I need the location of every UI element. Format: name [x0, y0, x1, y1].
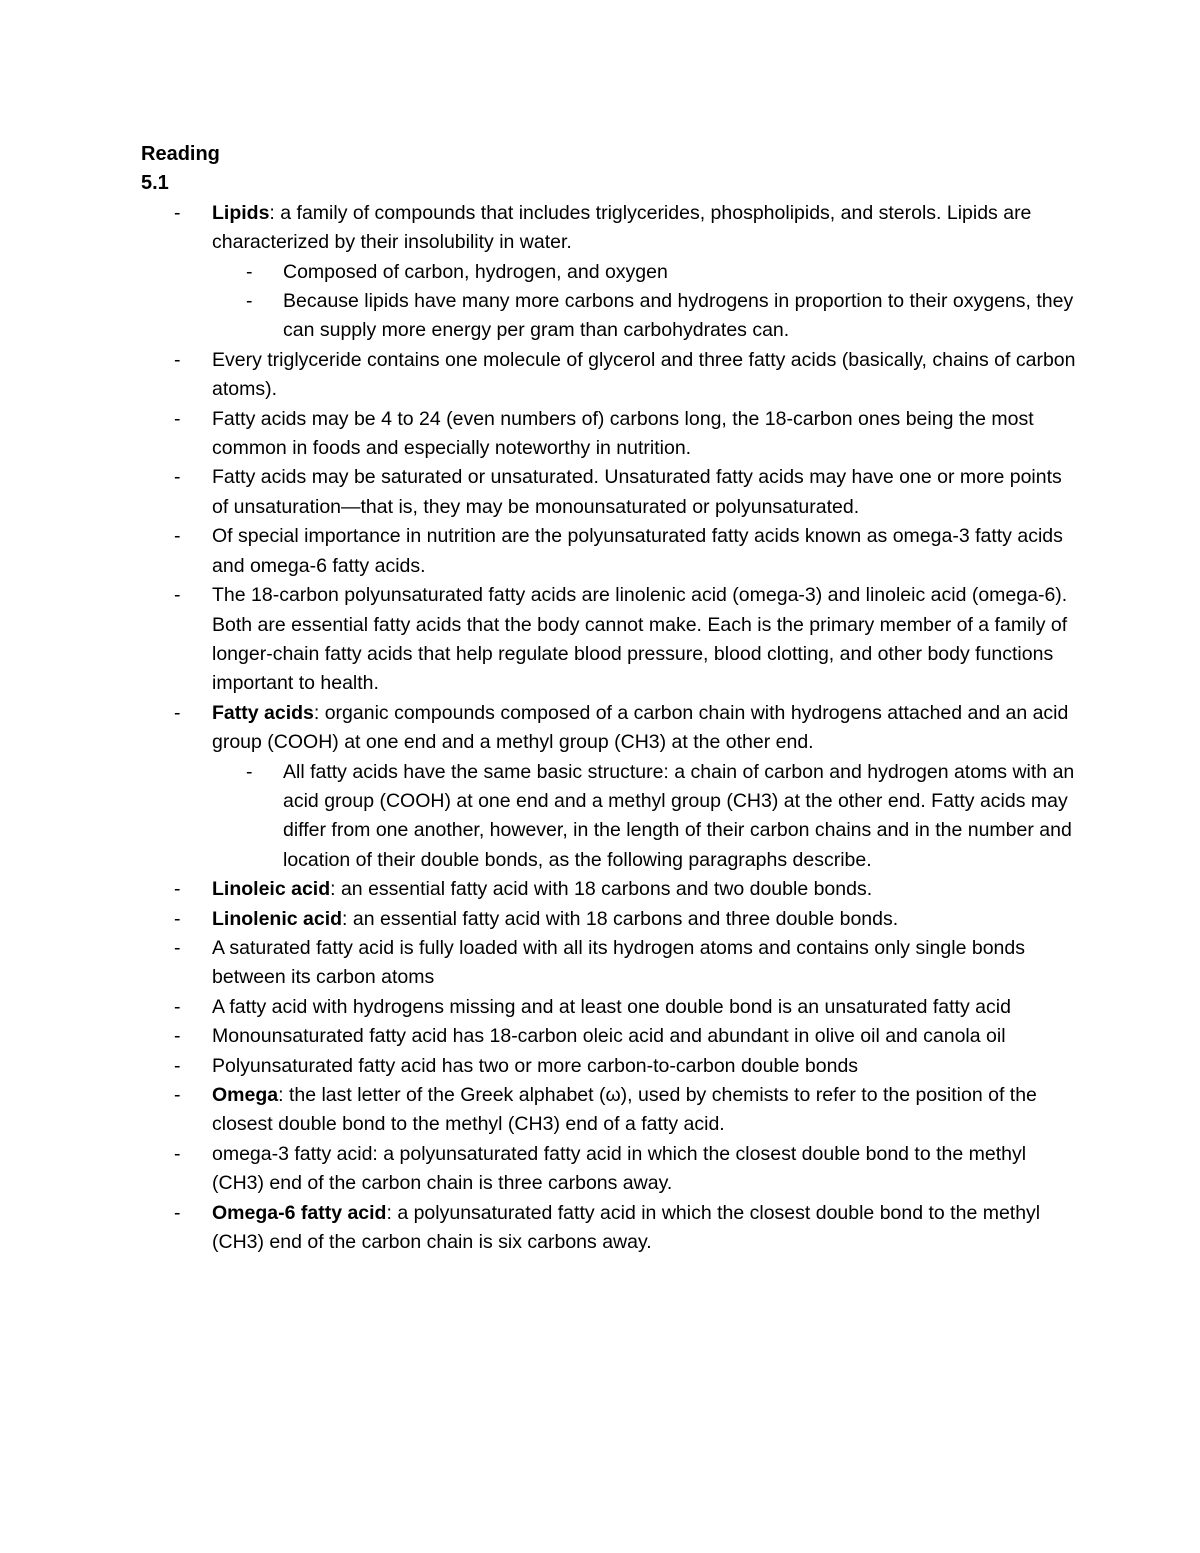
- item-text: omega-3 fatty acid: a polyunsaturated fatty acid in which the closest double bond to the methyl (CH3) end of the carbon chain is three carbons away.: [212, 1142, 1027, 1195]
- item-text: Fatty acids may be saturated or unsaturated. Unsaturated fatty acids may have one or more points of unsaturation—that is, they may be monounsaturated or polyunsaturated.: [212, 466, 1062, 518]
- dash-bullet-icon: -: [174, 1025, 181, 1048]
- item-text: : a polyunsaturated fatty acid in which the closest double bond to the methyl (CH3) end of the carbon chain is six carbons away.: [212, 1201, 1041, 1254]
- item-text: Because lipids have many more carbons and hydrogens in proportion to their oxygens, they can supply more energy per gram than carbohydrates can.: [283, 290, 1074, 342]
- notes-list: [141, 199, 1081, 1258]
- item-text: Of special importance in nutrition are the polyunsaturated fatty acids known as omega-3 fatty acids and omega-6 fatty acids.: [212, 525, 1063, 577]
- item-text: Composed of carbon, hydrogen, and oxygen: [283, 260, 668, 283]
- item-text: : organic compounds composed of a carbon chain with hydrogens attached and an acid group (COOH) at one end and a methyl group (CH3) at the other end.: [212, 701, 1069, 754]
- dash-bullet-icon: -: [174, 878, 181, 901]
- list-item: [141, 1081, 1081, 1140]
- item-text: Every triglyceride contains one molecule of glycerol and three fatty acids (basically, chains of carbon atoms).: [212, 348, 1076, 401]
- sub-list-item: [141, 287, 1081, 346]
- section-number: 5.1: [141, 172, 169, 195]
- item-text: A saturated fatty acid is fully loaded with all its hydrogen atoms and contains only single bonds between its carbon atoms: [212, 936, 1025, 989]
- list-item: [141, 993, 1081, 1022]
- term-label: Linolenic acid: [212, 907, 343, 930]
- dash-bullet-icon: -: [174, 348, 181, 371]
- list-item: [141, 875, 1081, 904]
- dash-bullet-icon: -: [174, 201, 181, 224]
- item-text: Polyunsaturated fatty acid has two or more carbon-to-carbon double bonds: [212, 1054, 859, 1077]
- item-text: : a family of compounds that includes triglycerides, phospholipids, and sterols. Lipids are characterized by their insolubility in water.: [212, 201, 1032, 254]
- item-text: : an essential fatty acid with 18 carbons and two double bonds.: [330, 878, 873, 901]
- list-item: [141, 346, 1081, 405]
- dash-bullet-icon: -: [174, 1084, 181, 1106]
- document-page: [141, 140, 1081, 1257]
- dash-bullet-icon: -: [174, 907, 181, 930]
- dash-bullet-icon: -: [174, 1054, 181, 1077]
- list-item: [141, 1022, 1081, 1051]
- list-item: [141, 463, 1081, 522]
- item-text: : the last letter of the Greek alphabet (ω), used by chemists to refer to the position of the closest double bond to the methyl (CH3) end of a fatty acid.: [212, 1084, 1037, 1136]
- dash-bullet-icon: -: [174, 466, 181, 489]
- list-item: [141, 699, 1081, 758]
- sub-list-item: [141, 258, 1081, 287]
- dash-bullet-icon: -: [174, 407, 181, 430]
- term-label: Lipids: [212, 201, 270, 224]
- list-item: [141, 905, 1081, 934]
- dash-bullet-icon: -: [174, 936, 181, 959]
- dash-bullet-icon: -: [174, 525, 181, 548]
- list-item: [141, 1052, 1081, 1081]
- list-item: [141, 934, 1081, 993]
- dash-bullet-icon: -: [174, 584, 181, 607]
- document-title: Reading: [141, 143, 220, 165]
- list-item: [141, 405, 1081, 464]
- list-item: [141, 1199, 1081, 1258]
- sub-list-item: [141, 758, 1081, 876]
- dash-bullet-icon: -: [246, 260, 253, 283]
- dash-bullet-icon: -: [174, 995, 181, 1018]
- item-text: Monounsaturated fatty acid has 18-carbon oleic acid and abundant in olive oil and canola oil: [212, 1025, 1006, 1048]
- term-label: Omega: [212, 1084, 279, 1106]
- dash-bullet-icon: -: [174, 701, 181, 724]
- term-label: Linoleic acid: [212, 878, 331, 901]
- dash-bullet-icon: -: [174, 1142, 181, 1165]
- list-item: [141, 522, 1081, 581]
- item-text: All fatty acids have the same basic structure: a chain of carbon and hydrogen atoms with an acid group (COOH) at one end and a methyl group (CH3) at the other end. Fatty acids may differ from one another, however, in the length of their carbon chains and in the number and location of their double bonds, as the following paragraphs describe.: [283, 760, 1075, 871]
- term-label: Omega-6 fatty acid: [212, 1201, 387, 1224]
- dash-bullet-icon: -: [174, 1201, 181, 1224]
- list-item: [141, 1140, 1081, 1199]
- item-text: A fatty acid with hydrogens missing and at least one double bond is an unsaturated fatty acid: [212, 995, 1011, 1018]
- list-item: [141, 199, 1081, 258]
- list-item: [141, 581, 1081, 699]
- dash-bullet-icon: -: [246, 760, 253, 783]
- term-label: Fatty acids: [212, 701, 314, 724]
- item-text: The 18-carbon polyunsaturated fatty acids are linolenic acid (omega-3) and linoleic acid (omega-6). Both are essential fatty acids that the body cannot make. Each is the primary member of a family of longer-chain fatty acids that help regulate blood pressure, blood clotting, and other body functions important to health.: [212, 584, 1068, 695]
- dash-bullet-icon: -: [246, 290, 253, 313]
- item-text: : an essential fatty acid with 18 carbons and three double bonds.: [342, 907, 899, 930]
- item-text: Fatty acids may be 4 to 24 (even numbers of) carbons long, the 18-carbon ones being the most common in foods and especially noteworthy in nutrition.: [212, 407, 1034, 460]
